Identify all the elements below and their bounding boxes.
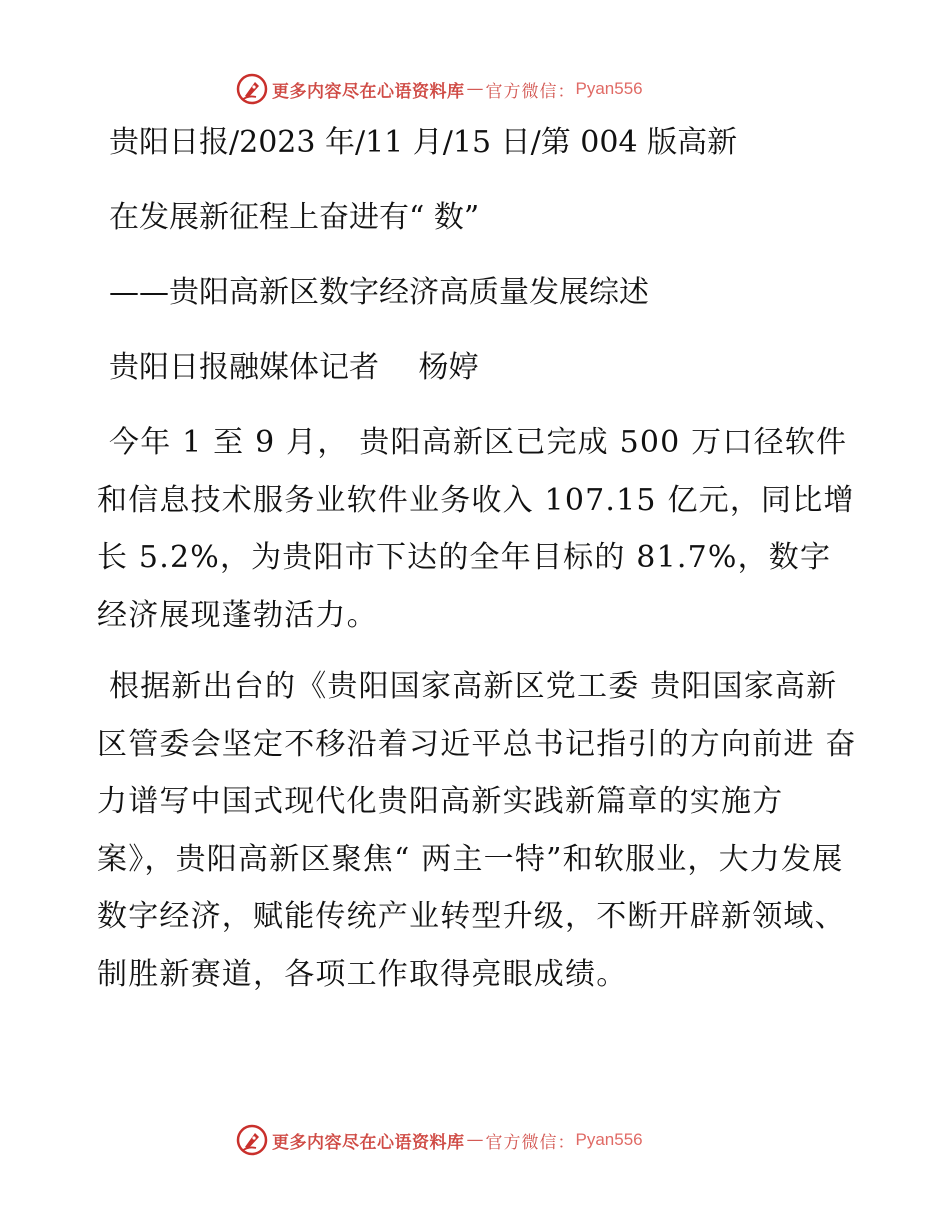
paragraph-text: 根据新出台的《贵阳国家高新区党工委 贵阳国家高新区管委会坚定不移沿着习近平总书记指引的方向前进 奋力谱写中国式现代化贵阳高新实践新篇章的实施方案》，贵阳高新区聚焦“ 两主一特”和软服业，大力发展数字经济，赋能传统产业转型升级，不断开辟新领域、制胜新赛道，各项工作取得亮眼成绩。 <box>97 669 857 992</box>
watermark-wechat-id: Pyan556 <box>575 79 643 98</box>
watermark-wechat-label: 官方微信： <box>485 1132 576 1153</box>
watermark-separator: — <box>466 79 484 99</box>
watermark-separator: — <box>466 1130 484 1150</box>
article <box>97 124 857 1003</box>
watermark-main-text: 更多内容尽在心语资料库 <box>272 1132 465 1153</box>
watermark-wechat-label: 官方微信： <box>485 81 576 102</box>
pen-nib-logo-icon <box>236 73 268 105</box>
watermark-main-text: 更多内容尽在心语资料库 <box>272 81 465 102</box>
watermark-header <box>236 72 643 106</box>
paragraph-text: 今年 1 至 9 月， 贵阳高新区已完成 500 万口径软件和信息技术服务业软件业务收入 107.15 亿元，同比增长 5.2%，为贵阳市下达的全年目标的 81.7%，数字经济展现蓬勃活力。 <box>97 425 855 633</box>
pen-nib-logo-icon <box>236 1124 268 1156</box>
paragraph <box>97 658 857 1003</box>
article-title: 在发展新征程上奋进有“ 数” <box>109 200 480 235</box>
article-subtitle: ——贵阳高新区数字经济高质量发展综述 <box>109 275 649 310</box>
paragraph <box>97 414 857 644</box>
watermark-footer <box>236 1123 643 1157</box>
watermark-wechat-id: Pyan556 <box>575 1130 643 1149</box>
byline: 贵阳日报融媒体记者 杨婷 <box>109 350 479 385</box>
source-line: 贵阳日报/2023 年/11 月/15 日/第 004 版高新 <box>109 125 738 160</box>
